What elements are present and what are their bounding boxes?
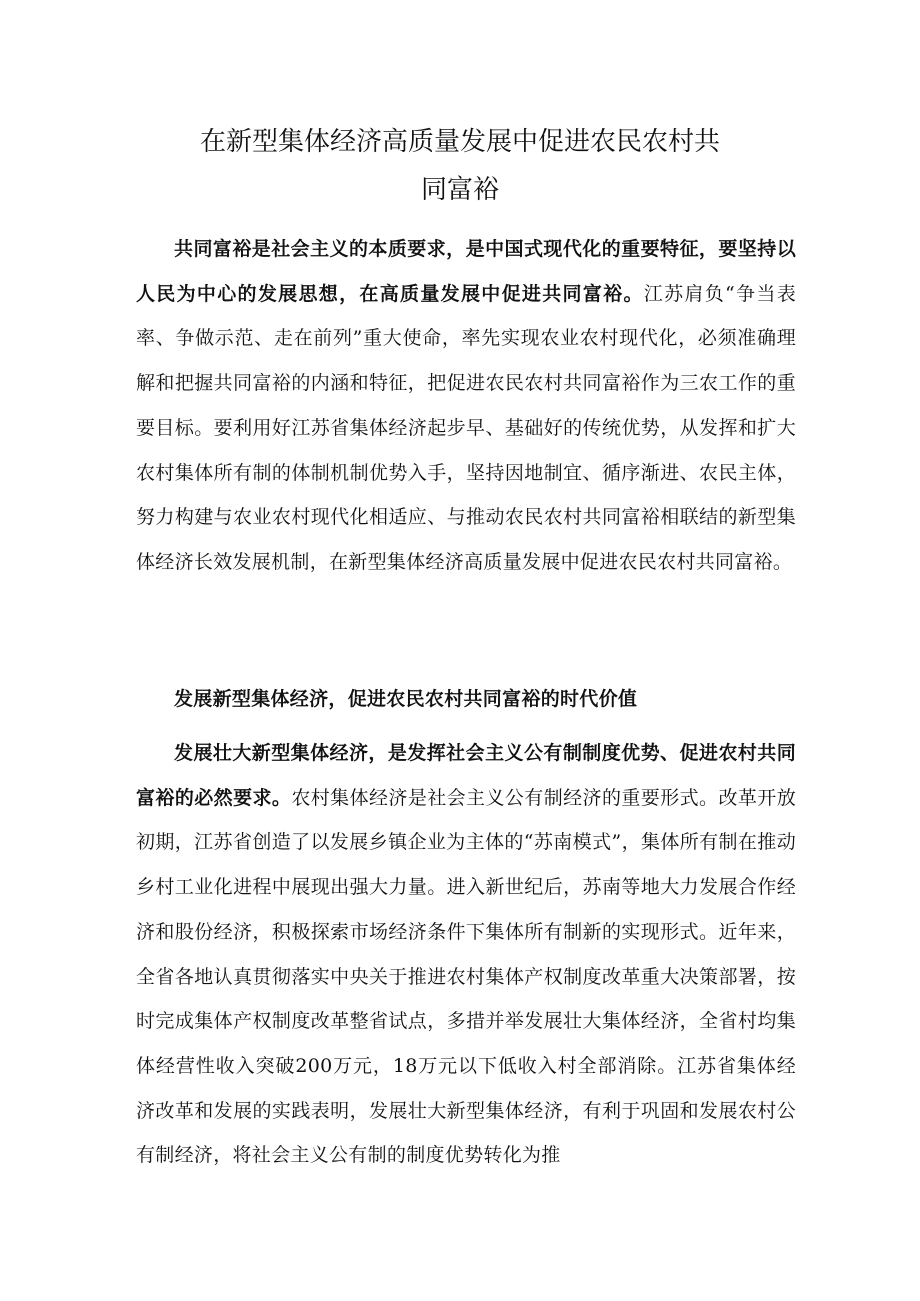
paragraph-1-lead: 共同富裕是社会主义的本质要求，是中国式现代化的重要特征，要坚持以人民为中心的发展思想，在高质量发展中促进共同富裕。 bbox=[136, 238, 796, 305]
paragraph-2 bbox=[136, 731, 796, 1178]
paragraph-1-body: 江苏肩负“争当表率、争做示范、走在前列”重大使命，率先实现农业农村现代化，必须准确理解和把握共同富裕的内涵和特征，把促进农民农村共同富裕作为三农工作的重要目标。要利用好江苏省集体经济起步早、基础好的传统优势，从发挥和扩大农村集体所有制的体制机制优势入手，坚持因地制宜、循序渐进、农民主体，努力构建与农业农村现代化相适应、与推动农民农村共同富裕相联结的新型集体经济长效发展机制，在新型集体经济高质量发展中促进农民农村共同富裕。 bbox=[136, 282, 796, 573]
title-line-1: 在新型集体经济高质量发展中促进农民农村共 bbox=[199, 127, 720, 157]
paragraph-2-body: 农村集体经济是社会主义公有制经济的重要形式。改革开放初期，江苏省创造了以发展乡镇企业为主体的“苏南模式”，集体所有制在推动乡村工业化进程中展现出强大力量。进入新世纪后，苏南等地大力发展合作经济和股份经济，积极探索市场经济条件下集体所有制新的实现形式。近年来，全省各地认真贯彻落实中央关于推进农村集体产权制度改革重大决策部署，按时完成集体产权制度改革整省试点，多措并举发展壮大集体经济，全省村均集体经营性收入突破200万元，18万元以下低收入村全部消除。江苏省集体经济改革和发展的实践表明，发展壮大新型集体经济，有利于巩固和发展农村公有制经济，将社会主义公有制的制度优势转化为推 bbox=[136, 786, 796, 1167]
paragraph-1 bbox=[136, 227, 796, 585]
paragraph-2-lead: 发展壮大新型集体经济，是发挥社会主义公有制制度优势、促进农村共同富裕的必然要求。 bbox=[136, 742, 796, 809]
title-line-2: 同富裕 bbox=[420, 175, 499, 205]
section-heading: 发展新型集体经济，促进农民农村共同富裕的时代价值 bbox=[174, 688, 638, 710]
